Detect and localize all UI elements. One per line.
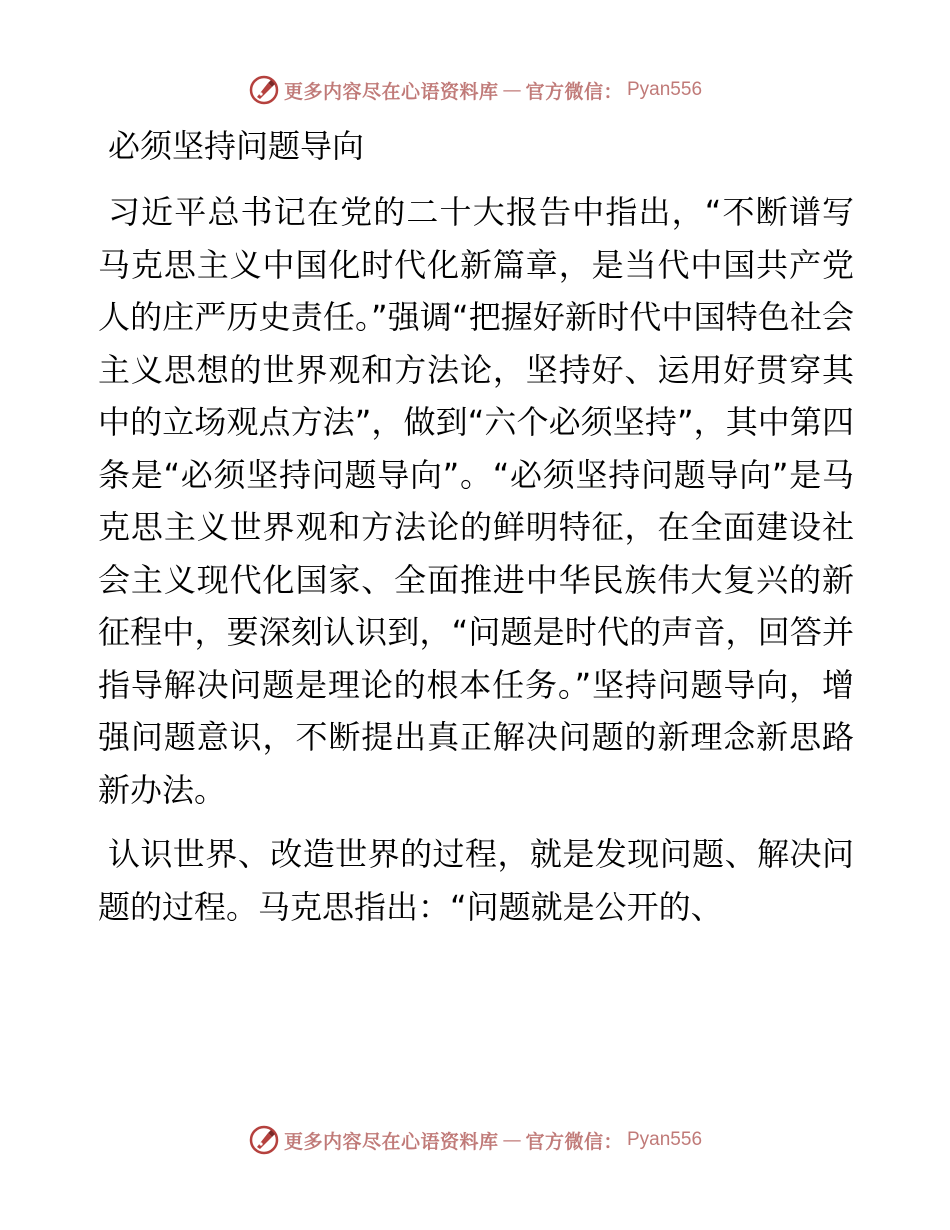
fountain-pen-logo-icon bbox=[248, 74, 280, 106]
banner-main-text: 更多内容尽在心语资料库 bbox=[283, 1130, 499, 1153]
document-heading: 必须坚持问题导向 bbox=[108, 127, 365, 165]
document-body bbox=[98, 118, 854, 945]
header-banner bbox=[0, 72, 950, 108]
banner-wechat-id: Pyan556 bbox=[627, 79, 703, 100]
banner-separator: — bbox=[502, 1129, 522, 1151]
banner-content bbox=[248, 1124, 702, 1156]
fountain-pen-logo-icon bbox=[248, 1124, 280, 1156]
banner-wechat-label: 官方微信： bbox=[525, 80, 623, 103]
banner-separator: — bbox=[502, 79, 522, 101]
paragraph-1: 习近平总书记在党的二十大报告中指出，“不断谱写马克思主义中国化时代化新篇章，是当代中国共产党人的庄严历史责任。”强调“把握好新时代中国特色社会主义思想的世界观和方法论，坚持好、运用好贯穿其中的立场观点方法”，做到“六个必须坚持”，其中第四条是“必须坚持问题导向”。“必须坚持问题导向”是马克思主义世界观和方法论的鲜明特征，在全面建设社会主义现代化国家、全面推进中华民族伟大复兴的新征程中，要深刻认识到，“问题是时代的声音，回答并指导解决问题是理论的根本任务。”坚持问题导向，增强问题意识，不断提出真正解决问题的新理念新思路新办法。 bbox=[98, 193, 854, 809]
banner-wechat-label: 官方微信： bbox=[525, 1130, 623, 1153]
paragraph-2: 认识世界、改造世界的过程，就是发现问题、解决问题的过程。马克思指出：“问题就是公开的、 bbox=[98, 835, 854, 926]
banner-wechat-id: Pyan556 bbox=[627, 1129, 703, 1150]
banner-content bbox=[248, 74, 702, 106]
banner-main-text: 更多内容尽在心语资料库 bbox=[283, 80, 499, 103]
footer-banner bbox=[0, 1122, 950, 1158]
